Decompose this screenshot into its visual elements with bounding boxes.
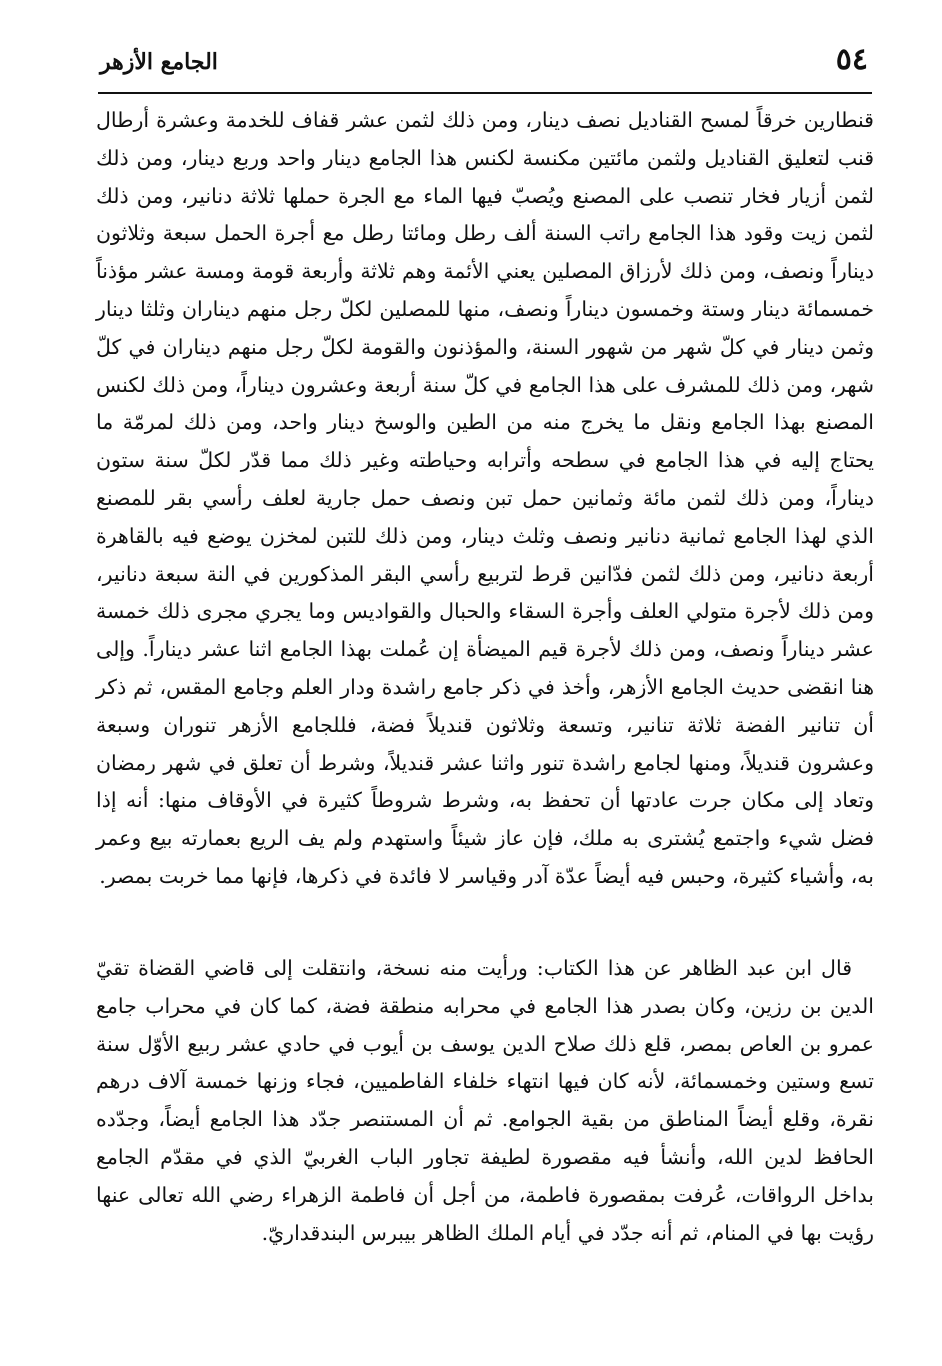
body-paragraph-1: قنطارين خرقاً لمسح القناديل نصف دينار، ومن ذلك لثمن عشر قفاف للخدمة وعشرة أرطال قنب لتعليق القناديل ولثمن مائتين مكنسة لكنس هذا الجامع دينار واحد وربع دينار، ومن ذلك لثمن أزيار فخار تنصب على المصنع ويُصبّ فيها الماء مع الجرة حملها ثلاثة دنانير، ومن ذلك لثمن زيت وقود هذا الجامع راتب السنة ألف رطل ومائتا رطل مع أجرة الحمل سبعة وثلاثون ديناراً ونصف، ومن ذلك لأرزاق المصلين يعني الأئمة وهم ثلاثة وأربعة قومة ومسة عشر مؤذناً خمسمائة دينار وستة وخمسون ديناراً ونصف، منها للمصلين لكلّ رجل منهم ديناران وثلثا دينار وثمن دينار في كلّ شهر من شهور السنة، والمؤذنون والقومة لكلّ رجل منهم ديناران في كلّ شهر، ومن ذلك للمشرف على هذا الجامع في كلّ سنة أربعة وعشرون ديناراً، ومن ذلك لكنس المصنع بهذا الجامع ونقل ما يخرج منه من الطين والوسخ دينار واحد، ومن ذلك لمرمّة ما يحتاج إليه في هذا الجامع في سطحه وأترابه وحياطته وغير ذلك مما قدّر لكلّ سنة ستون ديناراً، ومن ذلك لثمن مائة وثمانين حمل تبن ونصف حمل جارية لعلف رأسي بقر للمصنع الذي لهذا الجامع ثمانية دنانير ونصف وثلث دينار، ومن ذلك للتبن لمخزن يوضع فيه بالقاهرة أربعة دنانير، ومن ذلك لثمن فدّانين قرط لتربيع رأسي البقر المذكورين في النة سبعة دنانير، ومن ذلك لأجرة متولي العلف وأجرة السقاء والحبال والقواديس وما يجري مجرى ذلك خمسة عشر ديناراً ونصف، ومن ذلك لأجرة قيم الميضأة إن عُملت بهذا الجامع اثنا عشر ديناراً. وإلى هنا انقضى حديث الجامع الأزهر، وأخذ في ذكر جامع راشدة ودار العلم وجامع المقس، ثم ذكر أن تنانير الفضة ثلاثة تنانير، وتسعة وثلاثون قنديلاً فضة، فللجامع الأزهر تنوران وسبعة وعشرون قنديلاً، ومنها لجامع راشدة تنور واثنا عشر قنديلاً، وشرط أن تعلق في شهر رمضان وتعاد إلى مكان جرت عادتها أن تحفظ به، وشرط شروطاً كثيرة في الأوقاف منها: أنه إذا فضل شيء واجتمع يُشترى به ملك، فإن عاز شيئاً واستهدم ولم يف الريع بعمارته بيع وعمر به، وأشياء كثيرة، وحبس فيه أيضاً عدّة آدر وقياسر لا فائدة في ذكرها، فإنها مما خربت بمصر. — [96, 108, 874, 888]
body-paragraph-2: قال ابن عبد الظاهر عن هذا الكتاب: ورأيت منه نسخة، وانتقلت إلى قاضي القضاة تقيّ الدين بن رزين، وكان بصدر هذا الجامع في محرابه منطقة فضة، كما كان في محراب جامع عمرو بن العاص بمصر، قلع ذلك صلاح الدين يوسف بن أيوب في حادي عشر ربيع الأوّل سنة تسع وستين وخمسمائة، لأنه كان فيها انتهاء خلفاء الفاطميين، فجاء وزنها خمسة آلاف درهم نقرة، وقلع أيضاً المناطق من بقية الجوامع. ثم أن المستنصر جدّد هذا الجامع أيضاً، وجدّده الحافظ لدين الله، وأنشأ فيه مقصورة لطيفة تجاور الباب الغربيّ الذي في مقدّم الجامع بداخل الرواقات، عُرفت بمقصورة فاطمة، من أجل أن فاطمة الزهراء رضي الله تعالى عنها رؤيت بها في المنام، ثم أنه جدّد في أيام الملك الظاهر بيبرس البندقداريّ. — [96, 956, 874, 1245]
running-title: الجامع الأزهر — [100, 49, 218, 75]
header-rule — [98, 92, 872, 94]
page-number: ٥٤ — [835, 42, 868, 77]
page-header — [100, 40, 868, 84]
